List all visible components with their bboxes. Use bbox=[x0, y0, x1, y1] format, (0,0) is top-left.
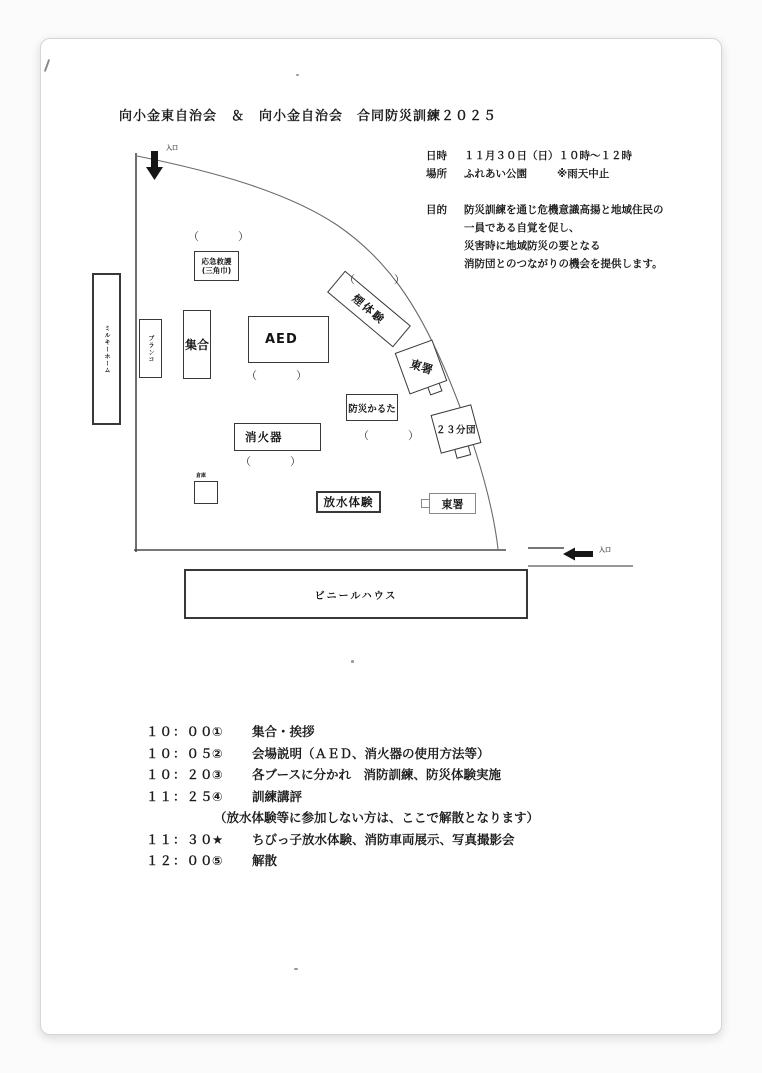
datetime-value: １１月３０日（日）１０時～１２時 bbox=[464, 150, 632, 162]
entrance-top-label: 入口 bbox=[166, 145, 179, 152]
schedule-row: １２：００ ⑤ 解散 bbox=[146, 853, 278, 868]
scan-speck bbox=[294, 968, 298, 970]
page-title: 向小金東自治会 ＆ 向小金自治会 合同防災訓練２０２５ bbox=[119, 109, 498, 124]
booth-east-fire-station-lower: 東署 bbox=[429, 493, 476, 514]
purpose-text: 防災訓練を通じ危機意識高揚と地域住民の 一員である自覚を促し、 災害時に地域防災の要となる 消防団とのつながりの機会を提供します。 bbox=[464, 204, 664, 270]
booth-greenhouse: ビニールハウス bbox=[184, 569, 528, 619]
schedule-row: １０：００ ① 集合・挨拶 bbox=[146, 724, 315, 739]
event-schedule bbox=[146, 721, 539, 872]
document-page bbox=[40, 38, 722, 1035]
booth-fire-extinguisher: 消火器 bbox=[234, 423, 321, 451]
blank-parens: （ ） bbox=[246, 369, 321, 382]
entrance-arrow-bottom bbox=[563, 548, 593, 561]
purpose-row bbox=[426, 201, 664, 273]
schedule-row: １１：３０ ★ ちびっ子放水体験、消防車両展示、写真撮影会 bbox=[146, 831, 515, 847]
schedule-row-continuation: （放水体験等に参加しない方は、ここで解散となります） bbox=[214, 810, 540, 825]
blank-parens: （ ） bbox=[240, 455, 315, 468]
blank-parens: （ ） bbox=[358, 429, 433, 442]
booth-storage bbox=[194, 481, 218, 504]
booth-east-fire-station-truck: 東署 bbox=[395, 339, 448, 394]
schedule-row: １０：０５ ② 会場説明（ＡＥＤ、消火器の使用方法等） bbox=[146, 745, 490, 761]
booth-swing: ブランコ bbox=[139, 319, 162, 378]
datetime-row bbox=[426, 147, 664, 165]
entrance-arrow-top bbox=[146, 151, 163, 180]
truck-cab bbox=[421, 499, 430, 508]
booth-first-aid: 応急救護 (三角巾) bbox=[194, 251, 239, 281]
storage-label: 倉庫 bbox=[196, 473, 207, 479]
event-info bbox=[426, 147, 664, 273]
datetime-label: 日時 bbox=[426, 150, 447, 162]
booth-smoke-experience: 煙体験 bbox=[327, 271, 411, 348]
place-row bbox=[426, 165, 664, 183]
rain-cancel-note: ※雨天中止 bbox=[557, 168, 610, 180]
place-value: ふれあい公園 bbox=[464, 168, 527, 180]
entrance-bottom-label: 入口 bbox=[599, 547, 612, 554]
place-label: 場所 bbox=[426, 168, 447, 180]
booth-water-discharge: 放水体験 bbox=[316, 491, 381, 513]
booth-gather: 集合 bbox=[183, 310, 211, 379]
purpose-label: 目的 bbox=[426, 204, 447, 216]
booth-division-23-truck: ２３分団 bbox=[431, 404, 482, 454]
blank-parens: （ ） bbox=[188, 230, 263, 243]
booth-aed: AED bbox=[248, 316, 329, 363]
booth-milky-home: ミルキーホーム bbox=[92, 273, 121, 425]
schedule-row: １０：２０ ③ 各ブースに分かれ 消防訓練、防災体験実施 bbox=[146, 767, 502, 782]
schedule-row: １１：２５ ④ 訓練講評 bbox=[146, 788, 303, 804]
booth-disaster-karuta: 防災かるた bbox=[346, 394, 398, 421]
blank-parens: （ ） bbox=[344, 273, 419, 286]
